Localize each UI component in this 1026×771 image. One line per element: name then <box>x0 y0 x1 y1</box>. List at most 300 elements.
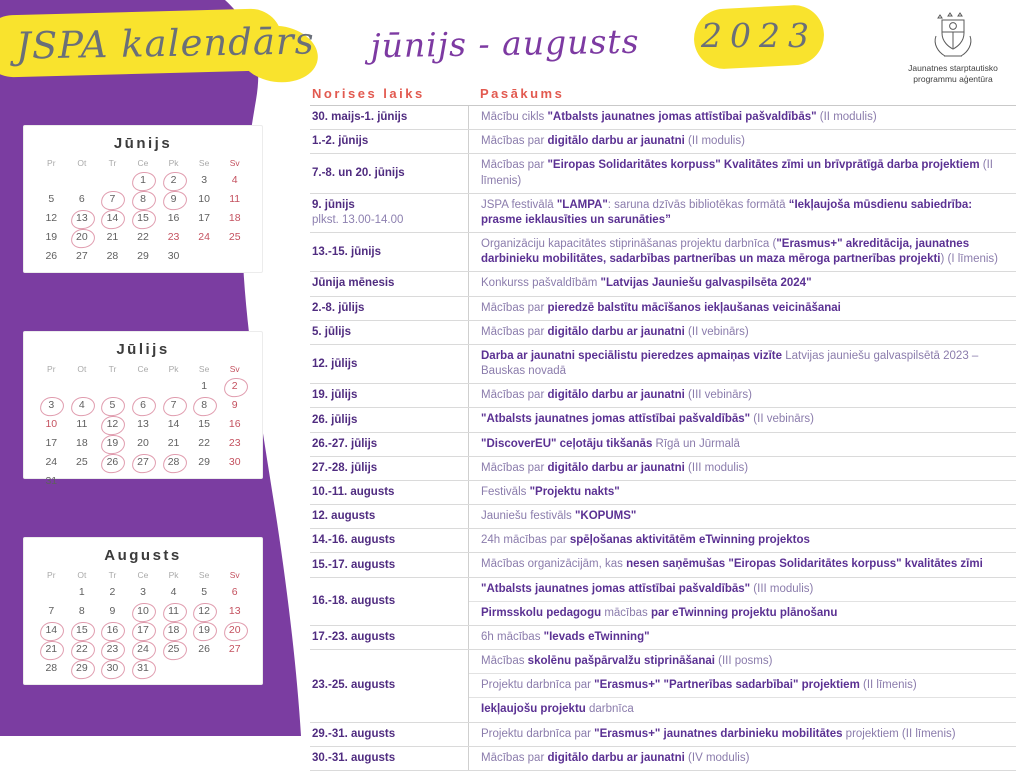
event-time: 29.-31. augusts <box>312 727 396 740</box>
calendar-day: 3 <box>140 586 146 598</box>
calendar-day: 20 <box>137 437 149 449</box>
event-text-segment: (III posms) <box>714 655 773 668</box>
calendar-card <box>23 537 263 685</box>
calendar-dow-label: Ot <box>77 158 87 168</box>
event-row <box>310 747 1016 771</box>
calendar-day: 25 <box>158 640 189 659</box>
event-description <box>469 505 1016 528</box>
calendar-day: 15 <box>128 209 159 228</box>
event-text-segment: "Erasmus+" jaunatnes darbinieku mobilitātes <box>594 727 843 740</box>
event-text-segment: "Erasmus+" akreditācija, jaunatnes darbinieku mobilitātes, sadarbības partnerības un maza mēroga partnerības projekti <box>481 238 970 266</box>
calendar-day: 25 <box>228 231 241 243</box>
event-description <box>469 384 1016 407</box>
column-header-event: Pasākums <box>480 86 565 101</box>
calendar-day: 15 <box>198 418 210 430</box>
event-text-segment: 6h mācības <box>481 630 544 643</box>
calendar-day: 23 <box>167 231 180 243</box>
calendar-day: 7 <box>158 396 189 415</box>
calendar-day: 26 <box>198 643 210 655</box>
event-description <box>469 321 1016 344</box>
calendar-day: 16 <box>97 621 128 640</box>
event-time: 12. augusts <box>312 510 376 523</box>
calendar-day: 11 <box>158 602 189 621</box>
table-header-row <box>310 86 1016 106</box>
circled-date-mark <box>131 209 157 230</box>
circled-date-mark <box>162 190 188 211</box>
calendar-month-title: Jūnijs <box>113 135 173 152</box>
event-description-group <box>468 233 1016 271</box>
calendar-day: 19 <box>45 231 58 243</box>
event-description-group <box>468 130 1016 153</box>
circled-date-mark <box>39 396 65 417</box>
event-description-group <box>468 529 1016 552</box>
calendar-day: 16 <box>167 212 180 224</box>
event-description-group <box>468 408 1016 431</box>
calendar-empty-cell <box>158 377 189 396</box>
event-description <box>469 747 1016 770</box>
calendar-day: 13 <box>228 605 241 617</box>
calendar-day: 13 <box>67 209 98 228</box>
calendar-day: 5 <box>201 586 208 598</box>
calendar-day: 9 <box>158 190 189 209</box>
calendar-day: 1 <box>201 380 208 392</box>
circled-date-mark <box>131 621 157 642</box>
calendar-month-title: Jūlijs <box>116 341 170 358</box>
calendar-day: 30 <box>97 659 128 678</box>
calendar-day: 2 <box>109 586 116 598</box>
event-description <box>469 433 1016 456</box>
event-description-group <box>468 481 1016 504</box>
event-description-group <box>468 433 1016 456</box>
calendar-day: 14 <box>36 621 67 640</box>
event-description-group <box>468 457 1016 480</box>
calendar-day: 13 <box>137 418 149 430</box>
event-text-segment: spēļošanas aktivitātēm eTwinning projektos <box>569 534 810 547</box>
calendar-day: 11 <box>76 418 88 430</box>
event-row <box>310 481 1016 505</box>
event-text-segment: Festivāls <box>481 485 530 498</box>
event-time: 27.-28. jūlijs <box>312 461 378 474</box>
calendar-dow-label: Tr <box>108 364 117 374</box>
event-text-segment: Mācības organizācijām, kas <box>481 558 627 571</box>
calendar-day: 29 <box>67 659 98 678</box>
calendar-day: 11 <box>229 193 241 205</box>
event-time: 30.-31. augusts <box>312 751 396 764</box>
events-table <box>310 86 1016 771</box>
calendar-day: 23 <box>228 437 241 449</box>
circled-date-mark <box>162 396 188 417</box>
event-text-segment: (II līmenis) <box>481 159 993 187</box>
calendar-day: 10 <box>128 602 159 621</box>
calendar-day: 28 <box>158 453 189 472</box>
event-time: 14.-16. augusts <box>312 534 396 547</box>
event-row <box>310 154 1016 193</box>
event-description <box>469 481 1016 504</box>
event-description-group <box>468 505 1016 528</box>
event-text-segment: Darba ar jaunatni speciālistu pieredzes apmaiņas vizīte <box>481 349 783 362</box>
event-row <box>310 529 1016 553</box>
event-row <box>310 321 1016 345</box>
event-time: 19. jūlijs <box>312 389 358 402</box>
circled-date-mark <box>101 659 127 680</box>
calendar-dow-label: Sv <box>229 364 240 374</box>
calendar-day: 19 <box>189 621 220 640</box>
circled-date-mark <box>70 621 96 642</box>
event-description <box>469 194 1016 232</box>
event-description <box>469 578 1016 601</box>
event-text-segment: Projektu darbnīca par <box>481 727 595 740</box>
calendar-day: 31 <box>128 659 159 678</box>
event-text-segment: Mācības <box>481 655 528 668</box>
event-description <box>469 697 1016 721</box>
event-description-group <box>468 321 1016 344</box>
calendar-day: 12 <box>97 415 128 434</box>
event-text-segment: (III modulis) <box>684 461 749 474</box>
event-row <box>310 194 1016 233</box>
event-text-segment: Mācības par <box>481 389 548 402</box>
event-description <box>469 553 1016 576</box>
event-time: 10.-11. augusts <box>312 486 395 499</box>
calendar-day: 20 <box>67 228 98 247</box>
event-description-group <box>468 553 1016 576</box>
event-row <box>310 553 1016 577</box>
calendar-card <box>23 331 263 487</box>
event-text-segment: "Atbalsts jaunatnes jomas attīstībai pašvaldībās" <box>547 111 817 123</box>
calendar-dow-label: Pk <box>168 570 179 580</box>
jspa-agency-logo <box>880 10 1026 85</box>
event-row <box>310 578 1016 626</box>
event-time: 12. jūlijs <box>312 357 358 370</box>
event-text-segment: digitālo darbu ar jaunatni <box>547 325 685 338</box>
event-time: 1.-2. jūnijs <box>312 135 369 148</box>
event-text-segment: skolēnu pašpārvalžu stiprināšanai <box>527 655 715 668</box>
event-text-segment: Konkurss pašvaldībām <box>481 277 601 290</box>
calendar-grid <box>36 156 250 266</box>
circled-date-mark <box>131 453 157 474</box>
calendar-dow-label: Se <box>198 570 210 580</box>
event-text-segment: pieredzē balstītu mācīšanos iekļaušanas veicināšanai <box>547 301 841 314</box>
event-description-group <box>468 106 1016 129</box>
event-description <box>469 408 1016 431</box>
page-subtitle: jūnijs - augusts <box>370 21 640 66</box>
calendar-day: 24 <box>128 640 159 659</box>
event-time: 30. maijs-1. jūnijs <box>312 111 408 124</box>
event-text-segment: darbnīca <box>585 703 634 716</box>
calendar-day: 18 <box>76 437 88 449</box>
circled-date-mark <box>162 453 188 474</box>
calendar-grid <box>36 568 250 678</box>
event-description-group <box>468 297 1016 320</box>
calendar-dow-label: Sv <box>229 570 240 580</box>
event-row <box>310 408 1016 432</box>
event-time: 26. jūlijs <box>312 413 358 426</box>
event-time: 26.-27. jūlijs <box>312 437 378 450</box>
event-row <box>310 433 1016 457</box>
calendar-day: 21 <box>36 640 67 659</box>
calendar-day: 28 <box>106 250 119 262</box>
event-text-segment: 24h mācības par <box>481 534 570 547</box>
event-time: 15.-17. augusts <box>312 558 396 571</box>
event-description <box>469 529 1016 552</box>
event-description <box>469 272 1016 295</box>
circled-date-mark <box>192 602 218 623</box>
calendar-day: 30 <box>167 250 180 262</box>
event-text-segment: par eTwinning projektu plānošanu <box>651 606 838 619</box>
event-description <box>469 154 1016 192</box>
event-text-segment: "Erasmus+" "Partnerības sadarbībai" projektiem <box>594 679 860 692</box>
calendar-day: 21 <box>167 437 180 449</box>
calendar-dow-label: Pk <box>168 364 179 374</box>
event-description <box>469 601 1016 625</box>
calendar-day: 29 <box>137 250 149 262</box>
calendar-empty-cell <box>97 377 128 396</box>
event-row <box>310 272 1016 296</box>
calendar-empty-cell <box>97 171 128 190</box>
calendar-dow-label: Ot <box>77 570 87 580</box>
calendar-day: 18 <box>158 621 189 640</box>
event-text-segment: JSPA festivālā <box>481 198 557 211</box>
calendar-empty-cell <box>67 377 98 396</box>
event-time: 13.-15. jūnijs <box>312 245 382 258</box>
calendar-dow-label: Pr <box>47 570 56 580</box>
event-text-segment: Mācības par <box>481 325 548 338</box>
event-description-group <box>468 650 1016 722</box>
event-text-segment: (II modulis) <box>684 135 745 148</box>
calendar-day: 28 <box>45 662 58 674</box>
calendar-empty-cell <box>128 377 159 396</box>
event-description <box>469 650 1016 673</box>
calendar-day: 6 <box>128 396 159 415</box>
event-description-group <box>468 626 1016 649</box>
circled-date-mark <box>131 190 157 211</box>
circled-date-mark <box>223 621 249 642</box>
circled-date-mark <box>70 209 96 230</box>
calendar-day: 14 <box>97 209 128 228</box>
calendar-day: 8 <box>78 605 85 617</box>
calendar-day: 21 <box>106 231 119 243</box>
event-description <box>469 297 1016 320</box>
calendar-day: 1 <box>128 171 159 190</box>
event-row <box>310 505 1016 529</box>
event-text-segment: projektiem (II līmenis) <box>842 727 956 740</box>
event-text-segment: "DiscoverEU" ceļotāju tikšanās <box>481 437 653 450</box>
calendar-dow-label: Ot <box>77 364 87 374</box>
event-text-segment: Projektu darbnīca par <box>481 679 595 692</box>
event-text-segment: (II vebinārs) <box>750 413 815 426</box>
calendar-dow-label: Se <box>198 158 210 168</box>
calendar-day: 10 <box>45 418 58 430</box>
circled-date-mark <box>162 640 188 661</box>
year-label: 2023 <box>701 16 817 55</box>
event-time-detail: plkst. 13.00-14.00 <box>312 213 404 226</box>
circled-date-mark <box>70 659 96 680</box>
event-row <box>310 626 1016 650</box>
calendar-day: 23 <box>97 640 128 659</box>
event-description-group <box>468 723 1016 746</box>
circled-date-mark <box>131 602 157 623</box>
event-text-segment: Mācības par <box>481 159 548 172</box>
circled-date-mark <box>101 434 127 455</box>
circled-date-mark <box>131 396 157 417</box>
event-text-segment: "Ievads eTwinning" <box>543 630 650 643</box>
event-row <box>310 384 1016 408</box>
circled-date-mark <box>192 621 218 642</box>
event-text-segment: "KOPUMS" <box>574 510 637 523</box>
event-text-segment: "Atbalsts jaunatnes jomas attīstībai pašvaldībās" <box>481 413 751 426</box>
calendar-day: 27 <box>128 453 159 472</box>
calendar-day: 27 <box>228 643 241 655</box>
event-row <box>310 106 1016 130</box>
event-description <box>469 673 1016 697</box>
calendar-day: 6 <box>231 586 238 598</box>
calendar-day: 22 <box>137 231 149 243</box>
logo-text-line1: Jaunatnes starptautisko <box>908 63 998 73</box>
event-text-segment: Mācības par <box>481 751 548 764</box>
calendar-day: 8 <box>189 396 220 415</box>
calendar-day: 25 <box>76 456 88 468</box>
event-description <box>469 233 1016 271</box>
calendar-month-title: Augusts <box>104 547 182 564</box>
event-time: 9. jūnijs plkst. 13.00-14.00 <box>310 195 468 231</box>
calendar-day: 26 <box>45 250 58 262</box>
table-body <box>310 106 1016 771</box>
circled-date-mark <box>101 209 127 230</box>
event-time: 7.-8. un 20. jūnijs <box>312 167 405 180</box>
calendar-day: 17 <box>45 437 58 449</box>
event-text-segment: (III modulis) <box>750 582 814 595</box>
event-description-group <box>468 272 1016 295</box>
calendar-day: 7 <box>97 190 128 209</box>
event-description-group <box>468 345 1016 383</box>
calendar-day: 29 <box>198 456 210 468</box>
event-text-segment: Mācības par <box>481 135 548 148</box>
calendar-dow-label: Tr <box>108 570 117 580</box>
calendar-grid <box>36 362 250 491</box>
event-row <box>310 345 1016 384</box>
event-text-segment: digitālo darbu ar jaunatni <box>547 389 685 402</box>
event-text-segment: nesen saņēmušas "Eiropas Solidaritātes korpuss" kvalitātes zīmi <box>626 558 983 571</box>
event-description <box>469 626 1016 649</box>
calendar-day: 17 <box>128 621 159 640</box>
event-text-segment: "Atbalsts jaunatnes jomas attīstībai pašvaldībās" <box>481 582 751 595</box>
page-title: JSPA kalendārs <box>15 19 315 68</box>
calendar-dow-label: Sv <box>229 158 240 168</box>
event-text-segment: Organizāciju kapacitātes stiprināšanas projektu darbnīca ( <box>481 238 777 251</box>
circled-date-mark <box>70 640 96 661</box>
event-time: 17.-23. augusts <box>312 631 396 644</box>
circled-date-mark <box>70 228 96 249</box>
calendar-day: 12 <box>45 212 58 224</box>
calendar-day: 15 <box>67 621 98 640</box>
circled-date-mark <box>101 453 127 474</box>
calendar-day: 6 <box>78 193 85 205</box>
event-text-segment: Pirmsskolu pedagogu <box>481 606 602 619</box>
calendar-day: 18 <box>228 212 241 224</box>
circled-date-mark <box>101 396 127 417</box>
calendar-day: 5 <box>97 396 128 415</box>
calendar-day: 2 <box>219 377 250 396</box>
event-description-group <box>468 154 1016 192</box>
event-description <box>469 723 1016 746</box>
calendar-day: 5 <box>48 193 55 205</box>
calendar-day: 26 <box>97 453 128 472</box>
event-text-segment: Jauniešu festivāls <box>481 510 575 523</box>
event-description-group <box>468 747 1016 770</box>
calendar-dow-label: Ce <box>137 570 149 580</box>
calendar-day: 17 <box>198 212 210 224</box>
event-description-group <box>468 384 1016 407</box>
event-row <box>310 650 1016 723</box>
calendar-dow-label: Ce <box>137 364 149 374</box>
event-row <box>310 457 1016 481</box>
event-text-segment: "Eiropas Solidaritātes korpuss" Kvalitātes zīmi un brīvprātīgā darba projektiem <box>547 159 980 172</box>
calendar-empty-cell <box>36 377 67 396</box>
circled-date-mark <box>131 171 157 192</box>
calendar-day: 22 <box>67 640 98 659</box>
event-time: 2.-8. jūlijs <box>312 301 365 314</box>
calendar-day: 2 <box>158 171 189 190</box>
event-text-segment: (III vebinārs) <box>684 389 752 402</box>
event-text-segment: digitālo darbu ar jaunatni <box>547 461 685 474</box>
calendar-day: 24 <box>45 456 58 468</box>
event-text-segment: (IV modulis) <box>684 751 750 764</box>
event-description <box>469 130 1016 153</box>
circled-date-mark <box>70 396 96 417</box>
mini-calendars <box>23 125 263 685</box>
calendar-day: 19 <box>97 434 128 453</box>
calendar-day: 4 <box>170 586 177 598</box>
calendar-day: 22 <box>198 437 210 449</box>
event-text-segment: "LAMPA" <box>556 198 608 211</box>
event-text-segment: digitālo darbu ar jaunatni <box>547 751 685 764</box>
event-text-segment: (II modulis) <box>816 111 877 123</box>
calendar-day: 1 <box>78 586 85 598</box>
calendar-empty-cell <box>36 171 67 190</box>
event-text-segment: ) (I līmenis) <box>940 253 998 266</box>
calendar-dow-label: Pr <box>47 364 56 374</box>
calendar-day: 24 <box>198 231 210 243</box>
calendar-dow-label: Ce <box>137 158 149 168</box>
calendar-dow-label: Pk <box>168 158 179 168</box>
calendar-day: 30 <box>228 456 241 468</box>
event-text-segment: (II līmenis) <box>859 679 917 692</box>
calendar-day: 4 <box>67 396 98 415</box>
event-description <box>469 106 1016 129</box>
calendar-day: 3 <box>36 396 67 415</box>
logo-text-line2: programmu aģentūra <box>913 74 993 85</box>
circled-date-mark <box>39 640 65 661</box>
event-description <box>469 457 1016 480</box>
circled-date-mark <box>162 602 188 623</box>
circled-date-mark <box>162 171 188 192</box>
coat-of-arms-icon <box>930 10 976 60</box>
circled-date-mark <box>162 621 188 642</box>
event-time: Jūnija mēnesis <box>312 277 395 290</box>
calendar-day: 9 <box>231 399 238 411</box>
calendar-dow-label: Tr <box>108 158 117 168</box>
event-text-segment: "Projektu nakts" <box>529 485 620 498</box>
calendar-day: 10 <box>198 193 210 205</box>
circled-date-mark <box>101 415 127 436</box>
column-header-time: Norises laiks <box>312 86 425 101</box>
event-time: 16.-18. augusts <box>312 594 396 607</box>
calendar-day: 9 <box>109 605 116 617</box>
event-text-segment: (II vebinārs) <box>684 325 749 338</box>
circled-date-mark <box>131 640 157 661</box>
circled-date-mark <box>101 621 127 642</box>
event-time: 23.-25. augusts <box>312 679 396 692</box>
calendar-empty-cell <box>36 583 67 602</box>
